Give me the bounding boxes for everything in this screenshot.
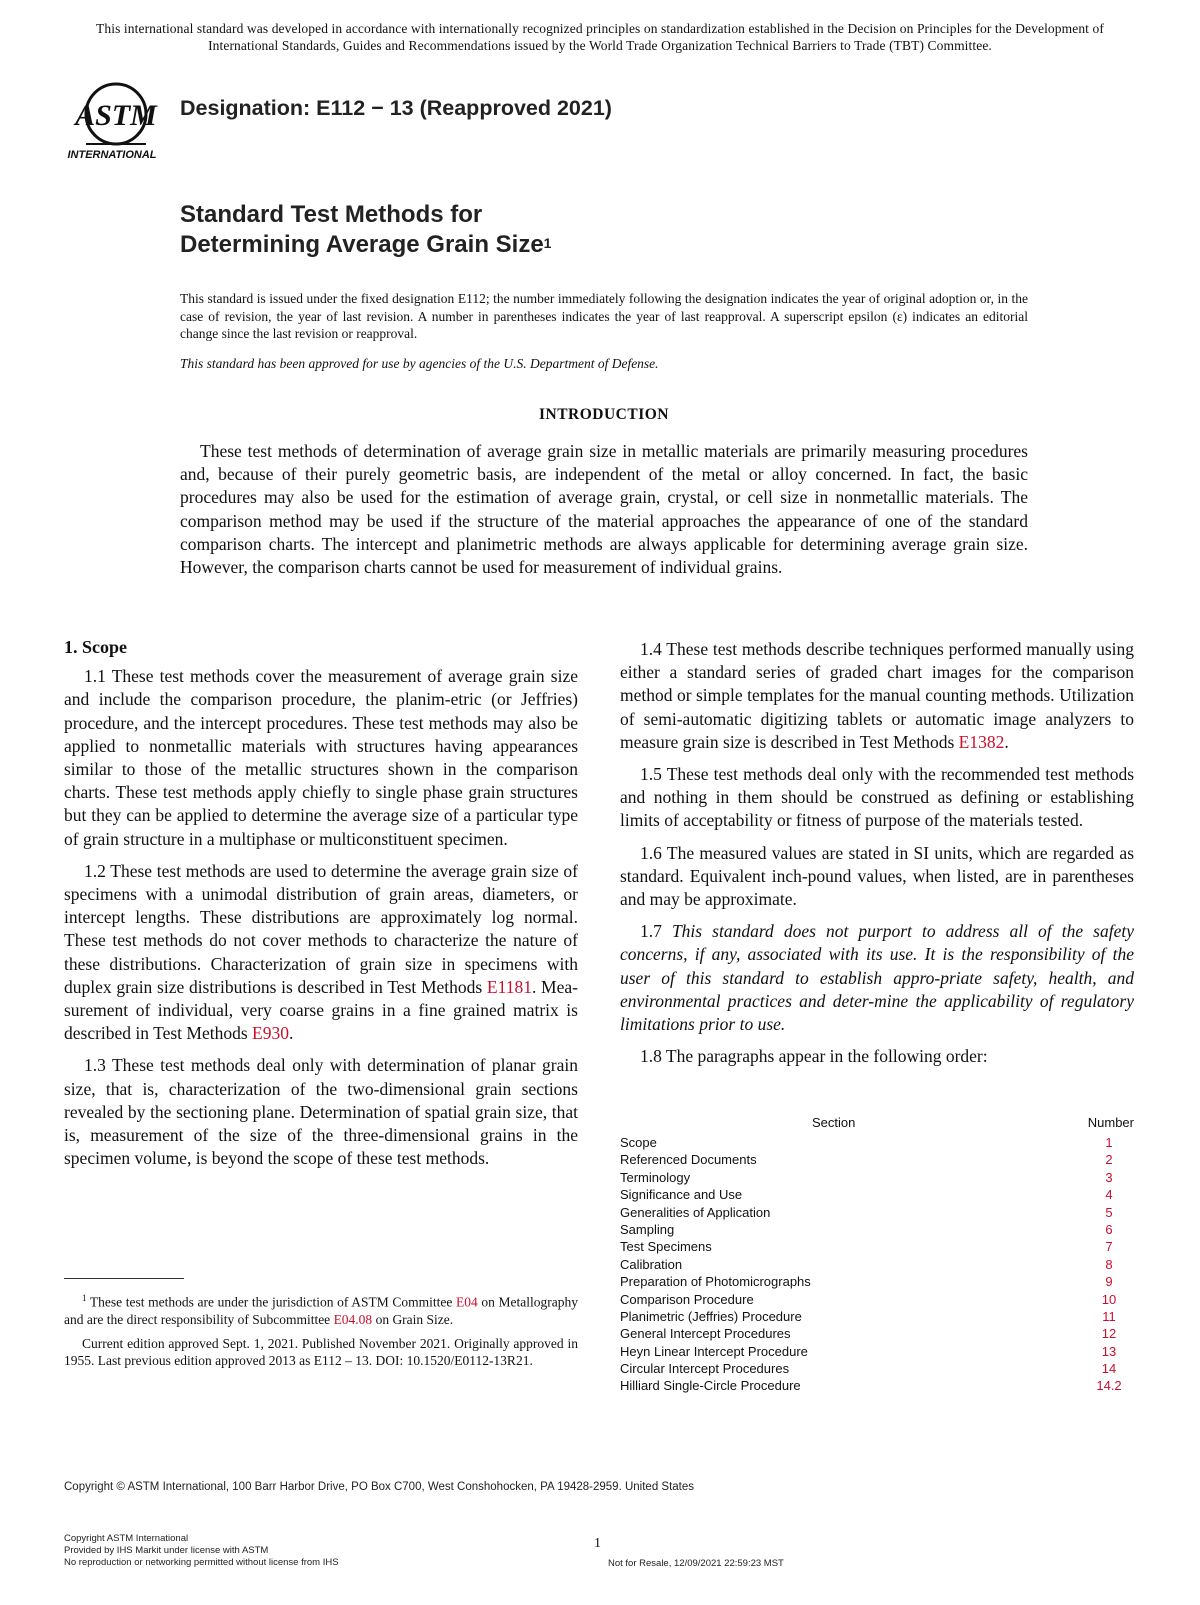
section-name: Terminology xyxy=(620,1169,691,1185)
paragraph-1-2-text-b: . Mea-surement of individual, very coarse grains in a fine grained matrix is described in Test Methods xyxy=(64,976,578,1044)
section-number-link[interactable]: 11 xyxy=(1102,1308,1116,1324)
table-row xyxy=(620,1256,1134,1273)
paragraph-1-6: 1.6 The measured values are stated in SI units, which are regarded as standard. Equivalent inch-pound values, when listed, are in parentheses and may be approximate. xyxy=(620,842,1134,910)
paragraph-1-1: 1.1 These test methods cover the measurement of average grain size and include the comparison procedure, the planim-etric (or Jeffries) procedure, and the intercept procedures. These test methods may also be applied to nonmetallic materials with structures having appearances similar to those of the metallic structures shown in the comparison charts. These test methods apply chiefly to single phase grain structures but they can be applied to determine the average size of a particular type of grain structure in a multiphase or multiconstituent specimen. xyxy=(64,666,578,849)
introduction-text: These test methods of determination of average grain size in metallic materials are primarily measuring procedures and, because of their purely geometric basis, are independent of the metal or alloy concerned. In fact, the basic procedures may also be used for the estimation of average grain, crystal, or cell size in nonmetallic materials. The comparison method may be used if the structure of the material approaches the appearance of one of the standard comparison charts. The intercept and planimetric methods are always applicable for determining average grain size. However, the comparison charts cannot be used for measurement of individual grains. xyxy=(180,441,1028,578)
paragraph-1-7 xyxy=(620,920,1134,1036)
title-line-2 xyxy=(180,230,551,260)
section-name: General Intercept Procedures xyxy=(620,1326,791,1342)
table-row xyxy=(620,1238,1134,1255)
table-row xyxy=(620,1343,1134,1360)
section-table-header xyxy=(620,1115,1134,1134)
section-number-link[interactable]: 4 xyxy=(1105,1187,1113,1203)
footnotes xyxy=(64,1290,578,1376)
section-name: Hilliard Single-Circle Procedure xyxy=(620,1378,801,1394)
section-number-link[interactable]: 10 xyxy=(1101,1291,1117,1307)
table-row xyxy=(620,1204,1134,1221)
section-number-link[interactable]: 1 xyxy=(1105,1135,1113,1150)
section-number-link[interactable]: 5 xyxy=(1105,1204,1113,1220)
provider-line-2: Provided by IHS Markit under license with ASTM xyxy=(64,1545,269,1556)
link-e04-08[interactable]: E04.08 xyxy=(333,1312,373,1327)
paragraph-1-2 xyxy=(64,860,578,1046)
issued-statement: This standard is issued under the fixed designation E112; the number immediately following the designation indicates the year of original adoption or, in the case of revision, the year of last revision. A number in parentheses indicates the year of last reapproval. A superscript epsilon (ε) indicates an editorial change since the last revision or reapproval. xyxy=(180,291,1028,341)
astm-logo-icon xyxy=(60,80,172,166)
section-column-header: Section xyxy=(812,1115,856,1130)
provider-line-1: Copyright ASTM International xyxy=(64,1533,189,1544)
copyright-line: Copyright © ASTM International, 100 Barr Harbor Drive, PO Box C700, West Conshohocken, PA 19428-2959. United States xyxy=(64,1481,695,1493)
section-number-link[interactable]: 14.2 xyxy=(1096,1378,1122,1394)
title-footnote-mark: 1 xyxy=(543,235,552,251)
table-row xyxy=(620,1169,1134,1186)
section-name: Calibration xyxy=(620,1256,683,1272)
footnote-divider xyxy=(64,1278,184,1279)
scope-heading: 1. Scope xyxy=(64,637,127,657)
section-name: Preparation of Photomicrographs xyxy=(620,1274,811,1290)
table-row xyxy=(620,1325,1134,1342)
footnote-1-text-b: on Metallography and are the direct responsibility of Subcommittee xyxy=(64,1294,578,1327)
section-name: Circular Intercept Procedures xyxy=(620,1361,790,1377)
designation: Designation: E112 − 13 (Reapproved 2021) xyxy=(180,96,612,120)
provider-line-3: No reproduction or networking permitted without license from IHS xyxy=(64,1557,339,1568)
introduction-heading: INTRODUCTION xyxy=(538,406,669,423)
section-name: Heyn Linear Intercept Procedure xyxy=(620,1343,808,1359)
link-e04[interactable]: E04 xyxy=(456,1294,478,1310)
section-number-link[interactable]: 12 xyxy=(1101,1326,1117,1342)
paragraph-1-4-text-b: . xyxy=(1004,731,1009,752)
wto-notice: This international standard was developed in accordance with internationally recognized principles on standardization established in the Decision on Principles for the Development of International Standards, Guides and Recommendations issued by the World Trade Organization Technical Barriers to Trade (TBT) Committee. xyxy=(96,21,1104,53)
section-number-link[interactable]: 6 xyxy=(1105,1221,1113,1237)
section-table xyxy=(620,1115,1134,1395)
link-e1382[interactable]: E1382 xyxy=(958,731,1005,752)
table-row xyxy=(620,1360,1134,1377)
provider-notice xyxy=(64,1533,339,1569)
table-row xyxy=(620,1291,1134,1308)
section-name: Significance and Use xyxy=(620,1187,743,1203)
paragraph-1-5: 1.5 These test methods deal only with the recommended test methods and nothing in them should be construed as defining or establishing limits of acceptability or fitness of purpose of the materials tested. xyxy=(620,764,1134,831)
link-e930[interactable]: E930 xyxy=(252,1023,289,1044)
section-name: Sampling xyxy=(620,1221,675,1237)
section-name: Referenced Documents xyxy=(620,1152,757,1168)
table-row xyxy=(620,1221,1134,1238)
table-row xyxy=(620,1134,1134,1151)
page-number: 1 xyxy=(594,1536,601,1551)
footnote-1-mark: 1 xyxy=(82,1293,87,1303)
paragraph-1-3: 1.3 These test methods deal only with determination of planar grain size, that is, characterization of the two-dimensional grain sections revealed by the sectioning plane. Determination of spatial grain size, that is, measurement of the size of the three-dimensional grains in the specimen volume, is beyond the scope of these test methods. xyxy=(64,1055,578,1169)
section-number-link[interactable]: 7 xyxy=(1105,1239,1113,1255)
paragraph-1-8: 1.8 The paragraphs appear in the following order: xyxy=(640,1046,988,1067)
paragraph-1-4 xyxy=(620,638,1134,754)
title-text: Determining Average Grain Size xyxy=(180,231,544,258)
table-row xyxy=(620,1308,1134,1325)
resale-notice: Not for Resale, 12/09/2021 22:59:23 MST xyxy=(608,1558,784,1569)
paragraph-1-7-number: 1.7 xyxy=(640,921,672,942)
section-name: Test Specimens xyxy=(620,1239,712,1255)
dod-statement: This standard has been approved for use by agencies of the U.S. Department of Defense. xyxy=(180,356,659,371)
section-number-link[interactable]: 13 xyxy=(1101,1343,1117,1359)
section-number-link[interactable]: 9 xyxy=(1105,1274,1113,1290)
table-row xyxy=(620,1377,1134,1394)
section-name: Scope xyxy=(620,1135,657,1150)
number-column-header: Number xyxy=(1087,1115,1134,1130)
table-row xyxy=(620,1273,1134,1290)
section-number-link[interactable]: 14 xyxy=(1101,1361,1117,1377)
link-e1181[interactable]: E1181 xyxy=(486,976,532,997)
right-column xyxy=(620,638,1134,1068)
section-name: Planimetric (Jeffries) Procedure xyxy=(620,1308,802,1324)
section-name: Generalities of Application xyxy=(620,1204,771,1220)
section-number-link[interactable]: 8 xyxy=(1105,1256,1113,1272)
title-line-1: Standard Test Methods for xyxy=(180,201,483,228)
footnote-1 xyxy=(64,1290,578,1329)
svg-text:INTERNATIONAL: INTERNATIONAL xyxy=(67,149,157,161)
section-table-rows xyxy=(620,1134,1134,1395)
footnote-1-text-c: on Grain Size. xyxy=(372,1312,454,1327)
table-row xyxy=(620,1151,1134,1168)
left-column xyxy=(64,636,578,1179)
section-name: Comparison Procedure xyxy=(620,1291,754,1307)
paragraph-1-4-text-a: 1.4 These test methods describe techniques performed manually using either a standard series of graded chart images for the comparison method or simple templates for the manual counting methods. Utilization of semi-automatic digitizing tablets or automatic image analyzers to measure grain size is described in Test Methods xyxy=(620,639,1134,752)
footnote-1-text-a: These test methods are under the jurisdiction of ASTM Committee xyxy=(86,1294,457,1310)
document-title xyxy=(180,200,551,260)
section-number-link[interactable]: 3 xyxy=(1105,1169,1113,1185)
paragraph-1-7-text: This standard does not purport to address all of the safety concerns, if any, associated with its use. It is the responsibility of the user of this standard to establish appro-priate safety, health, and environmental practices and deter-mine the applicability of regulatory limitations prior to use. xyxy=(620,921,1135,1035)
table-row xyxy=(620,1186,1134,1203)
paragraph-1-2-text-a: 1.2 These test methods are used to determine the average grain size of specimens with a unimodal distribution of grain areas, diameters, or intercept lengths. These distributions are approximately log normal. These test methods do not cover methods to characterize the nature of these distributions. Characterization of grain size in specimens with duplex grain size distributions is described in Test Methods xyxy=(64,860,578,997)
section-number-link[interactable]: 2 xyxy=(1105,1152,1113,1168)
paragraph-1-2-text-c: . xyxy=(288,1023,294,1044)
edition-note: Current edition approved Sept. 1, 2021. Published November 2021. Originally approved in 1955. Last previous edition approved 2013 as E112 – 13. DOI: 10.1520/E0112-13R21. xyxy=(64,1335,578,1368)
svg-text:ASTM: ASTM xyxy=(75,99,157,132)
